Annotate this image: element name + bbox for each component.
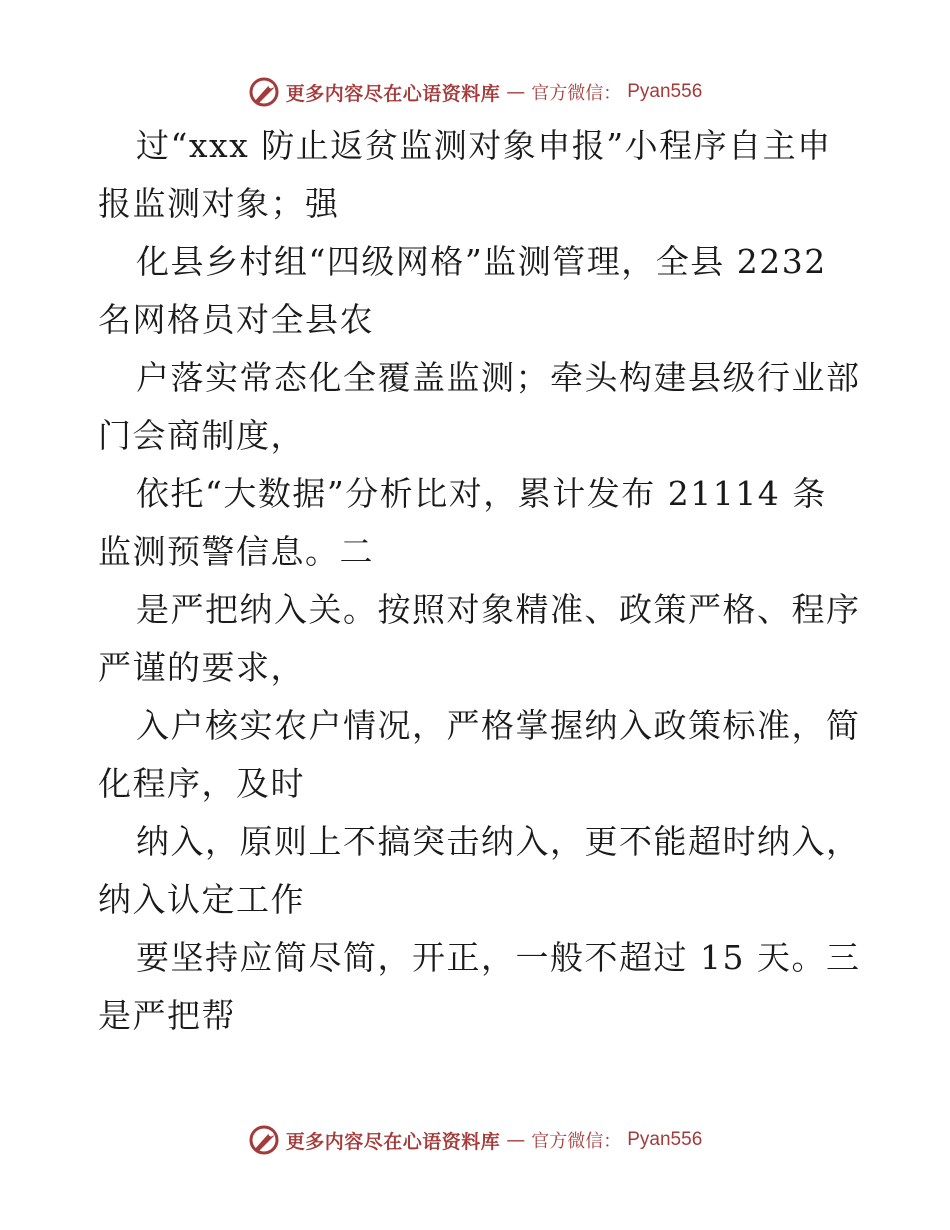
header-banner: [0, 72, 950, 112]
body-line: 户落实常态化全覆盖监测；牵头构建县级行业部: [136, 358, 861, 397]
body-line: 纳入认定工作: [98, 880, 305, 919]
body-line: 是严把纳入关。按照对象精准、政策严格、程序: [136, 590, 861, 629]
body-line: 是严把帮: [98, 996, 236, 1035]
body-line: 监测预警信息。二: [98, 532, 374, 571]
body-line: 入户核实农户情况，严格掌握纳入政策标准，简: [136, 706, 861, 745]
body-line: 名网格员对全县农: [98, 300, 374, 339]
header-wechat-id: Pyan556: [627, 81, 703, 102]
footer-wechat-label: 官方微信：: [531, 1131, 622, 1152]
footer-banner: [0, 1120, 950, 1160]
brush-pen-logo-icon: [248, 76, 280, 108]
body-line: 化县乡村组“四级网格”监测管理，全县 2232: [136, 242, 827, 281]
body-line: 报监测对象；强: [98, 184, 340, 223]
body-line: 要坚持应简尽简，开正，一般不超过 15 天。三: [136, 938, 861, 977]
header-banner-text: 更多内容尽在心语资料库: [285, 82, 501, 105]
body-line: 纳入，原则上不搞突击纳入，更不能超时纳入，: [136, 822, 861, 861]
body-line: 过“xxx 防止返贫监测对象申报”小程序自主申: [136, 126, 832, 165]
footer-banner-dash: —: [506, 1129, 526, 1151]
brush-pen-logo-icon: [248, 1124, 280, 1156]
header-banner-dash: —: [506, 81, 526, 103]
body-line: 严谨的要求，: [98, 648, 305, 687]
footer-banner-text: 更多内容尽在心语资料库: [285, 1130, 501, 1153]
body-line: 化程序，及时: [98, 764, 305, 803]
body-line: 依托“大数据”分析比对，累计发布 21114 条: [136, 474, 827, 513]
header-wechat-label: 官方微信：: [531, 83, 622, 104]
body-line: 门会商制度，: [98, 416, 305, 455]
footer-wechat-id: Pyan556: [627, 1129, 703, 1150]
